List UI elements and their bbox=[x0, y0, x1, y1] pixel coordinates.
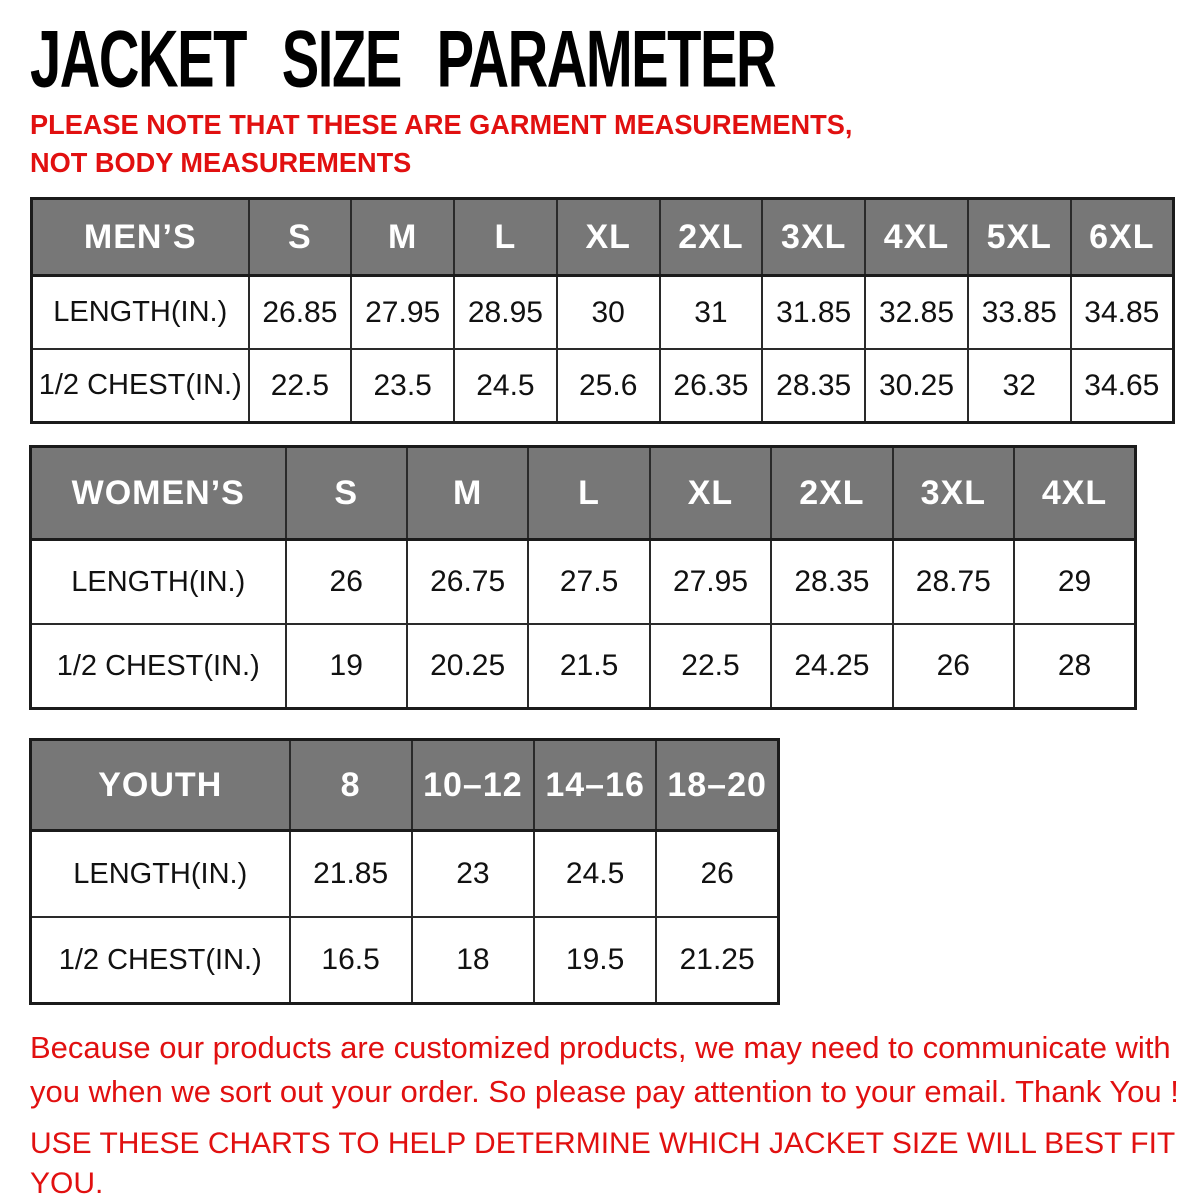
measurement-row bbox=[31, 540, 1136, 625]
measurement-row bbox=[31, 831, 779, 918]
group-label-cell: WOMEN’S bbox=[31, 447, 286, 540]
value-cell: 24.5 bbox=[454, 349, 557, 423]
chart-usage-tip: USE THESE CHARTS TO HELP DETERMINE WHICH JACKET SIZE WILL BEST FIT YOU. bbox=[30, 1127, 1175, 1200]
value-cell: 28.75 bbox=[893, 540, 1014, 625]
size-header-cell: 14–16 bbox=[534, 740, 656, 831]
value-cell: 31.85 bbox=[762, 276, 865, 350]
size-header-cell: 3XL bbox=[762, 199, 865, 276]
value-cell: 21.85 bbox=[290, 831, 412, 918]
size-header-row bbox=[32, 199, 1174, 276]
size-header-cell: 5XL bbox=[968, 199, 1071, 276]
measurement-row bbox=[31, 917, 779, 1004]
row-label-cell: LENGTH(IN.) bbox=[31, 831, 290, 918]
size-header-cell: L bbox=[528, 447, 649, 540]
size-header-row bbox=[31, 740, 779, 831]
value-cell: 25.6 bbox=[557, 349, 660, 423]
row-label-cell: LENGTH(IN.) bbox=[32, 276, 249, 350]
value-cell: 34.85 bbox=[1071, 276, 1174, 350]
row-label-cell: 1/2 CHEST(IN.) bbox=[32, 349, 249, 423]
row-label-cell: LENGTH(IN.) bbox=[31, 540, 286, 625]
value-cell: 28.95 bbox=[454, 276, 557, 350]
size-header-cell: S bbox=[249, 199, 352, 276]
value-cell: 26.85 bbox=[249, 276, 352, 350]
size-header-cell: S bbox=[286, 447, 407, 540]
value-cell: 28.35 bbox=[771, 540, 892, 625]
value-cell: 28.35 bbox=[762, 349, 865, 423]
value-cell: 34.65 bbox=[1071, 349, 1174, 423]
value-cell: 32.85 bbox=[865, 276, 968, 350]
size-header-cell: 4XL bbox=[1014, 447, 1135, 540]
value-cell: 19 bbox=[286, 624, 407, 709]
group-label-cell: MEN’S bbox=[32, 199, 249, 276]
row-label-cell: 1/2 CHEST(IN.) bbox=[31, 624, 286, 709]
value-cell: 23.5 bbox=[351, 349, 454, 423]
value-cell: 18 bbox=[412, 917, 534, 1004]
size-header-cell: 3XL bbox=[893, 447, 1014, 540]
value-cell: 30 bbox=[557, 276, 660, 350]
value-cell: 24.25 bbox=[771, 624, 892, 709]
size-header-cell: 10–12 bbox=[412, 740, 534, 831]
size-header-cell: 2XL bbox=[660, 199, 763, 276]
value-cell: 21.5 bbox=[528, 624, 649, 709]
page-title: JACKET SIZE PARAMETER bbox=[30, 12, 776, 105]
size-header-cell: 4XL bbox=[865, 199, 968, 276]
youth-size-table bbox=[29, 738, 780, 1005]
value-cell: 24.5 bbox=[534, 831, 656, 918]
value-cell: 19.5 bbox=[534, 917, 656, 1004]
value-cell: 20.25 bbox=[407, 624, 528, 709]
value-cell: 26 bbox=[656, 831, 778, 918]
measurement-row bbox=[31, 624, 1136, 709]
size-header-cell: L bbox=[454, 199, 557, 276]
value-cell: 30.25 bbox=[865, 349, 968, 423]
size-header-cell: 2XL bbox=[771, 447, 892, 540]
value-cell: 31 bbox=[660, 276, 763, 350]
size-header-cell: 18–20 bbox=[656, 740, 778, 831]
size-header-cell: 8 bbox=[290, 740, 412, 831]
value-cell: 33.85 bbox=[968, 276, 1071, 350]
group-label-cell: YOUTH bbox=[31, 740, 290, 831]
size-header-cell: M bbox=[351, 199, 454, 276]
row-label-cell: 1/2 CHEST(IN.) bbox=[31, 917, 290, 1004]
garment-measurement-note: PLEASE NOTE THAT THESE ARE GARMENT MEASUREMENTS, NOT BODY MEASUREMENTS bbox=[30, 109, 853, 178]
value-cell: 26.75 bbox=[407, 540, 528, 625]
value-cell: 16.5 bbox=[290, 917, 412, 1004]
value-cell: 27.95 bbox=[650, 540, 771, 625]
value-cell: 27.5 bbox=[528, 540, 649, 625]
value-cell: 28 bbox=[1014, 624, 1135, 709]
value-cell: 26 bbox=[893, 624, 1014, 709]
value-cell: 32 bbox=[968, 349, 1071, 423]
value-cell: 21.25 bbox=[656, 917, 778, 1004]
measurement-row bbox=[32, 349, 1174, 423]
value-cell: 26 bbox=[286, 540, 407, 625]
value-cell: 26.35 bbox=[660, 349, 763, 423]
customization-notice: Because our products are customized products, we may need to communicate with you when we sort out your order. So please pay attention to your email. Thank You ! bbox=[30, 1030, 1179, 1109]
size-header-cell: XL bbox=[557, 199, 660, 276]
value-cell: 29 bbox=[1014, 540, 1135, 625]
womens-size-table bbox=[29, 445, 1137, 710]
size-header-cell: M bbox=[407, 447, 528, 540]
size-header-row bbox=[31, 447, 1136, 540]
size-header-cell: XL bbox=[650, 447, 771, 540]
mens-size-table bbox=[30, 197, 1175, 424]
size-header-cell: 6XL bbox=[1071, 199, 1174, 276]
value-cell: 22.5 bbox=[249, 349, 352, 423]
value-cell: 23 bbox=[412, 831, 534, 918]
value-cell: 27.95 bbox=[351, 276, 454, 350]
measurement-row bbox=[32, 276, 1174, 350]
value-cell: 22.5 bbox=[650, 624, 771, 709]
